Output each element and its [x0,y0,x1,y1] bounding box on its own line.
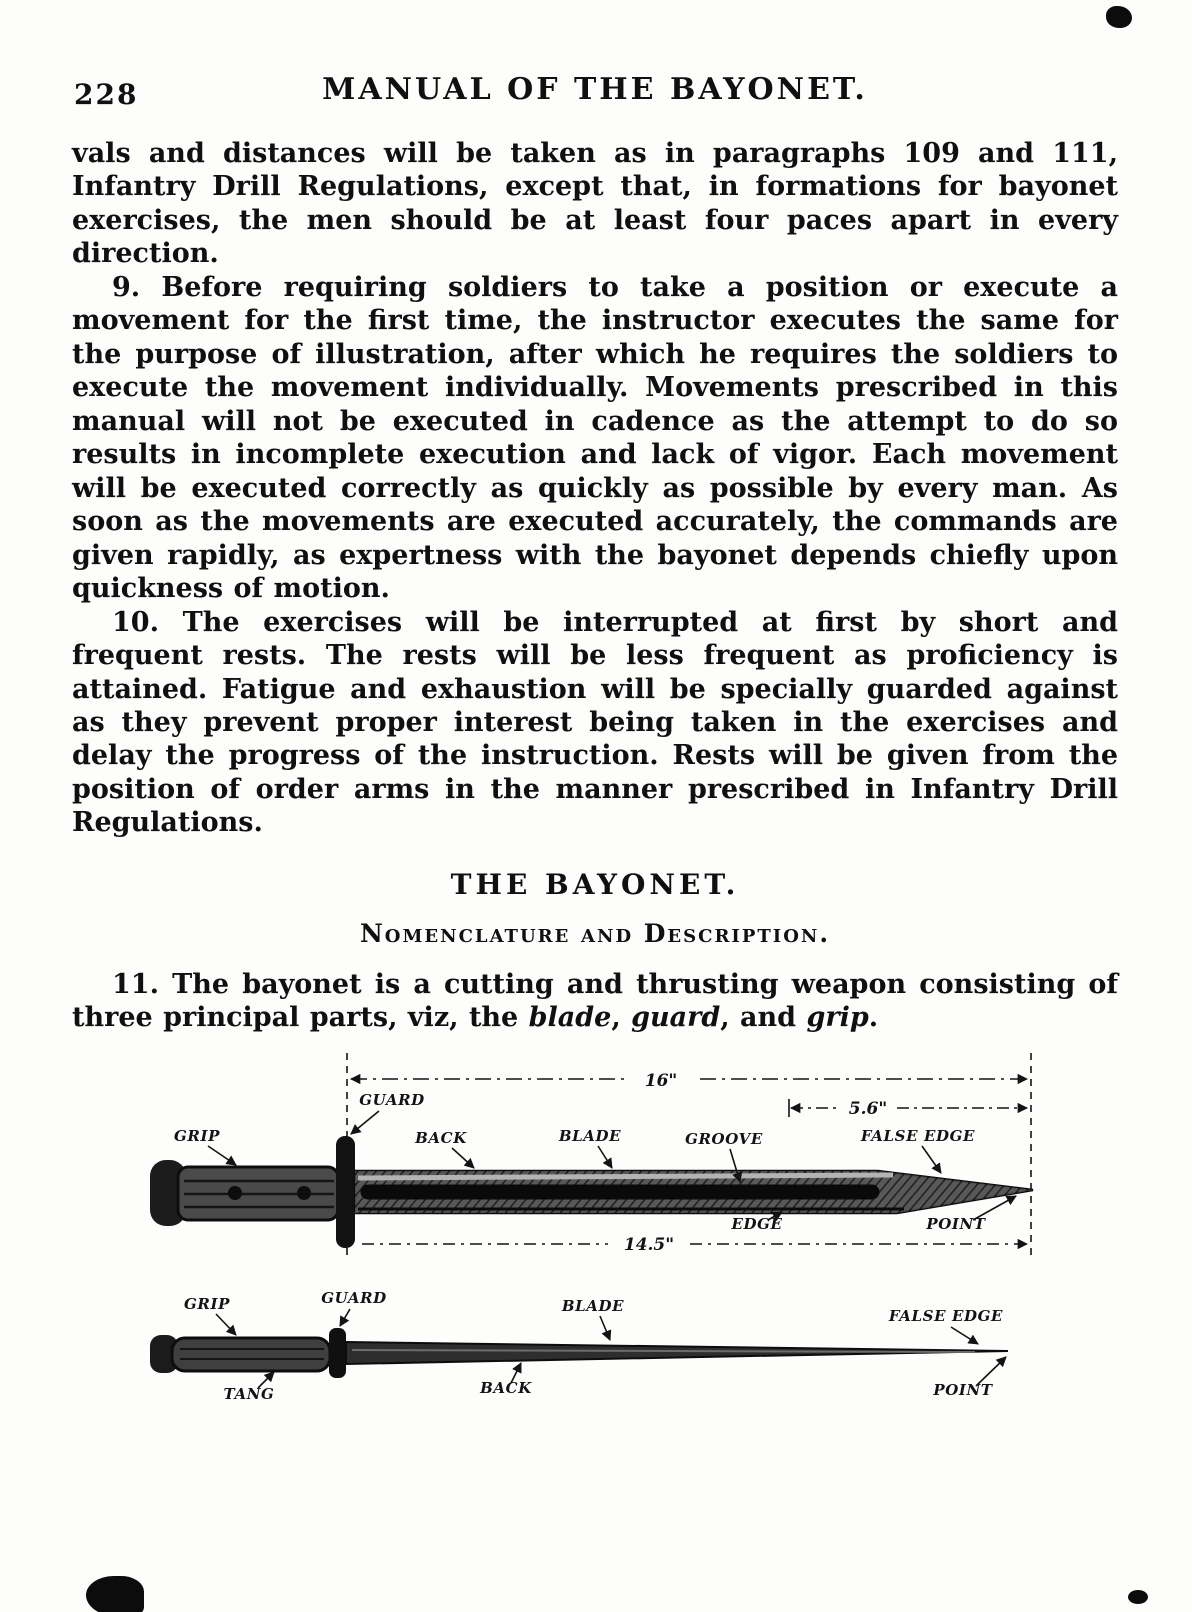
svg-text:GUARD: GUARD [359,1090,425,1109]
dim-overall-label: 16" [644,1070,678,1091]
dim-blade-label: 14.5" [623,1234,675,1255]
svg-text:GRIP: GRIP [174,1126,220,1145]
label-blade-side [561,1297,624,1340]
dim-false-edge-label: 5.6" [848,1098,888,1119]
svg-text:FALSE EDGE: FALSE EDGE [860,1126,976,1145]
paragraph-11-sep1: , [611,1002,632,1034]
svg-text:BACK: BACK [415,1128,467,1147]
term-blade: blade [528,1002,612,1034]
section-subheading: Nomenclature and Description. [359,918,831,948]
svg-text:GUARD: GUARD [321,1288,387,1307]
bayonet-side-drawing [150,1328,1008,1378]
paragraph-11 [72,968,1118,1035]
svg-text:GRIP: GRIP [184,1294,230,1313]
bayonet-diagram [0,1041,1192,1451]
blade-back-highlight [358,1175,893,1178]
svg-text:BLADE: BLADE [558,1126,622,1145]
term-guard: guard [631,1002,721,1034]
section-heading: THE BAYONET. [450,867,740,901]
grip-rivet-1 [228,1186,242,1200]
label-guard-top [351,1091,425,1134]
page-title: MANUAL OF THE BAYONET. [322,72,868,107]
svg-text:BLADE: BLADE [561,1296,625,1315]
dimension-false-edge [789,1099,1027,1119]
paragraph-10: 10. The exercises will be interrupted at first by short and frequent rests. The rests will be less frequent as proficiency is attained. Fatigue and exhaustion will be specially guarded against as they prevent proper interest being taken in the exercises and delay the progress of the instruction. Rests will be given from the position of order arms in the manner prescribed in Infantry Drill Regulations. [72,606,1118,839]
bayonet-top-view [150,1053,1033,1255]
paragraph-11-period: . [868,1002,879,1034]
bayonet-top-drawing [150,1136,1033,1248]
guard-top [336,1136,355,1248]
label-back-side [479,1363,532,1397]
page-number: 228 [74,78,139,111]
svg-text:EDGE: EDGE [731,1214,783,1233]
ink-smudge-bottom-right [1128,1590,1148,1604]
label-false-edge-top [860,1127,975,1173]
paragraph-9: 9. Before requiring soldiers to take a position or execute a movement for the first time, the instructor executes the same for the purpose of illustration, after which he requires the soldiers to execute the movement individually. Movements prescribed in this manual will not be executed in cadence as the attempt to do so results in incomplete execution and lack of vigor. Each movement will be executed correctly as quickly as possible by every man. As soon as the movements are executed accurately, the commands are given rapidly, as expertness with the bayonet depends chiefly upon quickness of motion. [72,271,1118,605]
term-grip: grip [806,1002,869,1034]
svg-text:TANG: TANG [223,1384,275,1403]
grip-rivet-2 [297,1186,311,1200]
label-grip-top [174,1127,236,1165]
dimension-blade [362,1235,1027,1255]
svg-text:FALSE EDGE: FALSE EDGE [888,1306,1004,1325]
svg-text:POINT: POINT [933,1380,993,1399]
label-back-top [414,1129,474,1168]
label-guard-side [321,1289,387,1326]
label-false-edge-side [888,1307,1003,1344]
page-header [72,72,1118,111]
grip-side [172,1338,330,1371]
svg-text:BACK: BACK [480,1378,532,1397]
paragraph-continuation: vals and distances will be taken as in paragraphs 109 and 111, Infantry Drill Regulations, except that, in formations for bayonet exercises, the men should be at least four paces apart in every direction. [72,138,1118,270]
svg-text:POINT: POINT [926,1214,986,1233]
ink-smudge-bottom-left [86,1576,144,1612]
blade-side [346,1342,1008,1364]
bayonet-figure-svg [0,1041,1192,1451]
label-grip-side [184,1295,236,1335]
label-tang-side [224,1372,275,1403]
label-point-side [932,1357,1006,1399]
svg-text:GROOVE: GROOVE [685,1129,763,1148]
guard-side [329,1328,346,1378]
paragraph-11-sep2: , and [720,1002,807,1034]
ink-smudge-top-right [1106,6,1132,28]
label-blade-top [558,1127,621,1168]
paragraph-11-text: 11. The bayonet is a cutting and thrusting weapon consisting of three principal parts, viz, the [72,968,1118,1034]
label-edge-top [730,1212,782,1233]
dimension-overall [351,1071,1027,1091]
bayonet-side-view [150,1289,1008,1403]
